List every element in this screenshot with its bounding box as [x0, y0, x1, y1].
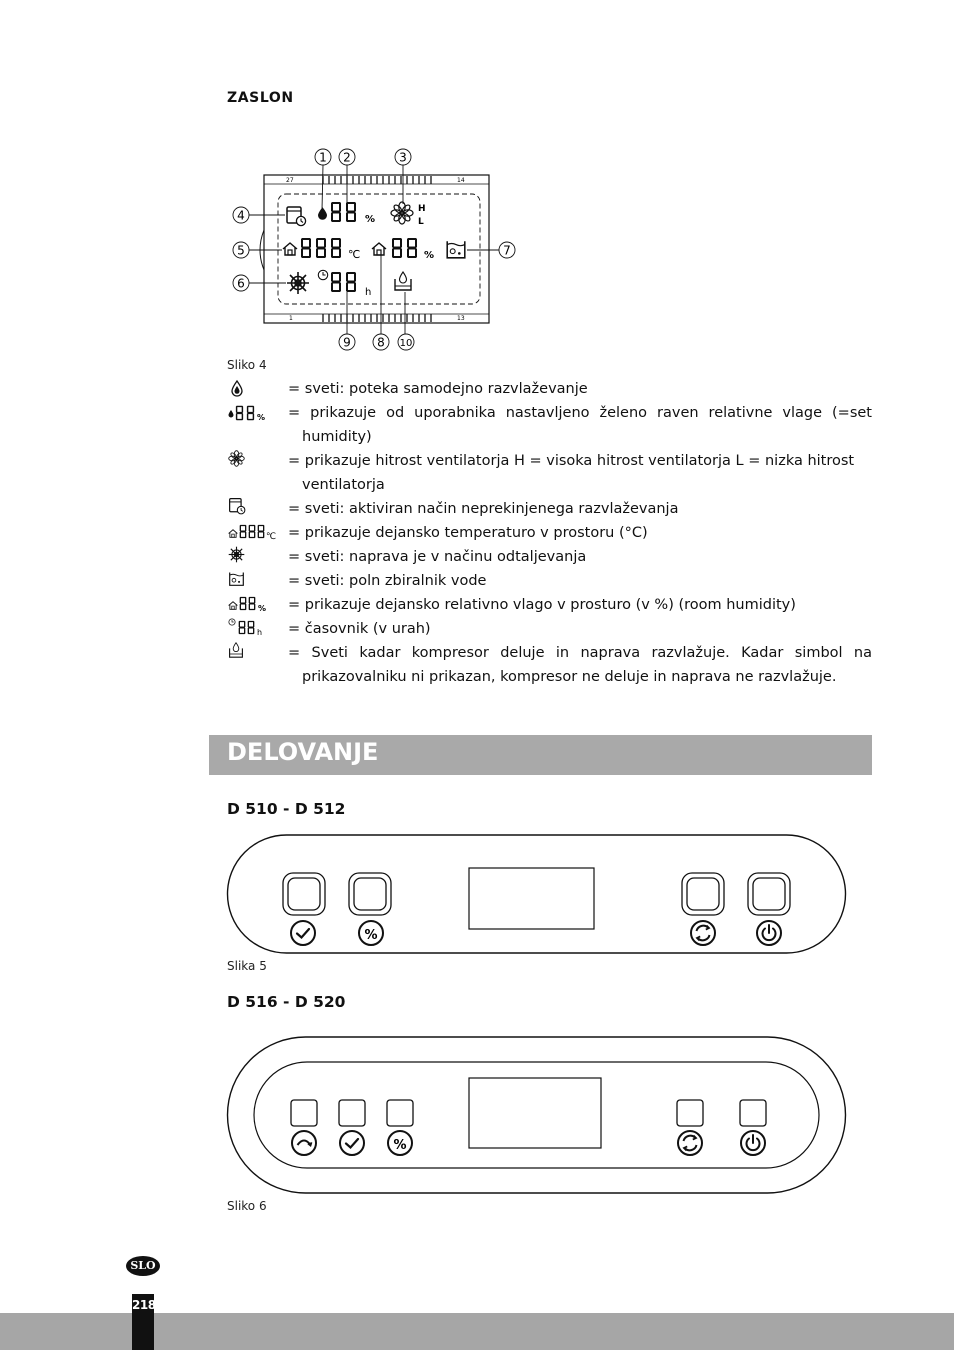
legend-text: = sveti: naprava je v načinu odtaljevanja [288, 549, 587, 565]
defrost-icon [287, 272, 309, 294]
percent-unit: % [424, 250, 435, 261]
callout-8: 8 [377, 335, 385, 350]
check-icon [340, 1131, 364, 1155]
legend-text: = sveti: aktiviran način neprekinjenega razvlaževanja [288, 501, 679, 517]
celsius-unit: ℃ [348, 248, 361, 261]
svg-text:h: h [257, 628, 263, 637]
cycle-icon [691, 921, 715, 945]
continuous-mode-icon [227, 497, 283, 521]
percent-label: % [393, 1138, 407, 1153]
percent-label: % [364, 928, 378, 943]
figure-caption-5: Slika 5 [227, 959, 267, 973]
power-icon [757, 921, 781, 945]
panel-button-humidity[interactable] [387, 1100, 413, 1126]
figure-caption-6: Sliko 6 [227, 1199, 267, 1213]
callout-6: 6 [237, 276, 245, 291]
callout-5: 5 [237, 243, 245, 258]
svg-text:%: % [257, 413, 266, 422]
compressor-icon [227, 641, 283, 665]
panel-display-window [469, 1078, 601, 1148]
page-number: 218 [132, 1298, 156, 1312]
ruler-label-top-left: 27 [286, 177, 294, 184]
cycle-icon [678, 1131, 702, 1155]
language-code: SLO [130, 1259, 156, 1272]
legend-text: = prikazuje od uporabnika nastavljeno želeno raven relativne vlage (=set [288, 405, 872, 421]
fan-high-label: H [418, 204, 426, 214]
ruler-label-bottom-left: 1 [289, 315, 293, 322]
banner-title: DELOVANJE [227, 738, 379, 766]
hour-unit: h [365, 287, 372, 298]
legend-text: = Sveti kadar kompresor deluje in naprava razvlažuje. Kadar simbol na [288, 645, 872, 661]
callout-4: 4 [237, 208, 245, 223]
lcd-display-diagram [224, 145, 524, 353]
panel-display-window [469, 868, 594, 929]
fan-low-label: L [418, 217, 424, 227]
droplet-icon [227, 377, 283, 401]
check-icon [291, 921, 315, 945]
power-icon [741, 1131, 765, 1155]
figure-caption-4: Sliko 4 [227, 358, 267, 372]
panel-button-continuous[interactable] [283, 873, 325, 915]
timer-arc-icon [292, 1131, 316, 1155]
callout-10: 10 [399, 338, 413, 349]
panel-button-power[interactable] [740, 1100, 766, 1126]
legend-text-continued: ventilatorja [302, 477, 385, 493]
section-banner [209, 735, 872, 775]
language-badge [126, 1256, 160, 1276]
callout-3: 3 [399, 150, 407, 165]
panel-button-continuous[interactable] [339, 1100, 365, 1126]
panel-button-fan[interactable] [677, 1100, 703, 1126]
legend-text-continued: prikazovalniku ni prikazan, kompresor ne deluje in naprava ne razvlažuje. [302, 669, 837, 685]
legend-text: = časovnik (v urah) [288, 621, 431, 637]
lcd-frame [264, 175, 489, 323]
panel-button-humidity[interactable] [349, 873, 391, 915]
set-humidity-display-icon [227, 401, 283, 425]
legend-text-continued: humidity) [302, 429, 372, 445]
percent-unit: % [365, 214, 376, 225]
control-panel-d516 [226, 1035, 848, 1197]
svg-text:℃: ℃ [266, 532, 277, 542]
timer-display-icon [227, 617, 283, 641]
legend-text: = prikazuje dejansko temperaturo v prostoru (°C) [288, 525, 648, 541]
callout-2: 2 [343, 150, 351, 165]
legend-text: = sveti: poln zbiralnik vode [288, 573, 487, 589]
legend-text: = prikazuje hitrost ventilatorja H = visoka hitrost ventilatorja L = nizka hitrost [288, 453, 855, 469]
legend-text: = sveti: poteka samodejno razvlaževanje [288, 381, 588, 397]
callout-1: 1 [319, 150, 327, 165]
section-title: ZASLON [227, 90, 294, 106]
page-number-tab [132, 1294, 154, 1350]
ruler-label-top-right: 14 [457, 177, 465, 184]
panel-button-power[interactable] [748, 873, 790, 915]
panel-button-fan[interactable] [682, 873, 724, 915]
callout-7: 7 [503, 243, 511, 258]
panel-button-timer[interactable] [291, 1100, 317, 1126]
room-temperature-display-icon [227, 521, 283, 545]
control-panel-d510 [226, 833, 848, 957]
fan-icon [227, 449, 283, 473]
svg-text:%: % [258, 604, 267, 613]
model-heading-b: D 516 - D 520 [227, 993, 346, 1011]
room-humidity-display-icon [227, 593, 283, 617]
defrost-icon [227, 545, 283, 569]
full-tank-icon [227, 569, 283, 593]
model-heading-a: D 510 - D 512 [227, 800, 346, 818]
callout-9: 9 [343, 335, 351, 350]
ruler-label-bottom-right: 13 [457, 315, 465, 322]
legend-text: = prikazuje dejansko relativno vlago v prosturo (v %) (room humidity) [288, 597, 796, 613]
